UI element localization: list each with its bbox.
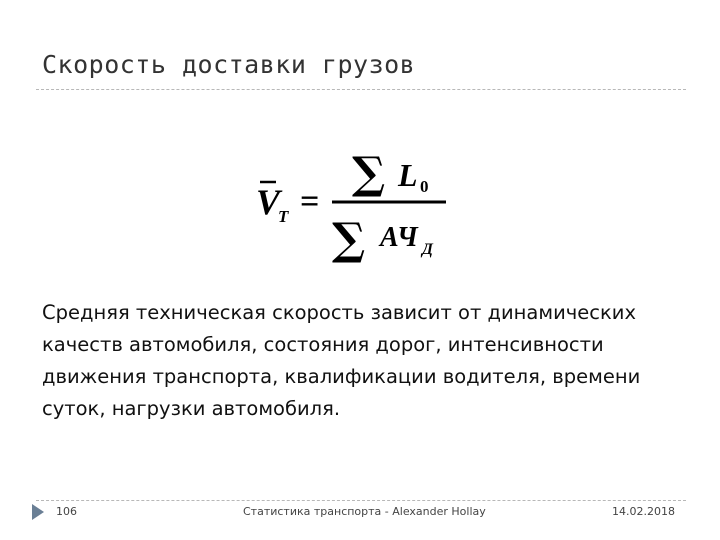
numerator-subscript: 0 xyxy=(420,177,429,196)
body-paragraph: Средняя техническая скорость зависит от динамических качеств автомобиля, состояния дорог, интенсивности движения транспорта, квалификации водителя, времени суток, нагрузки автомобиля. xyxy=(42,301,641,420)
speed-formula xyxy=(248,142,448,264)
denominator-symbol: АЧ xyxy=(380,222,418,253)
page-number: 106 xyxy=(56,505,77,518)
denominator-subscript: Д xyxy=(422,241,433,258)
denominator-sum-sign: ∑ xyxy=(332,214,366,264)
title-divider xyxy=(36,89,686,90)
triangle-bullet-icon xyxy=(32,504,44,520)
equals-sign: = xyxy=(300,183,320,220)
footer-date: 14.02.2018 xyxy=(612,505,675,518)
numerator-sum-sign: ∑ xyxy=(352,148,386,199)
slide-title: Скорость доставки грузов xyxy=(42,50,416,79)
lhs-symbol: V xyxy=(256,182,281,222)
footer-center-text: Статистика транспорта - Alexander Hollay xyxy=(243,505,486,518)
numerator-symbol: L xyxy=(398,157,418,193)
footer-divider xyxy=(36,500,686,501)
lhs-subscript: T xyxy=(278,207,289,226)
